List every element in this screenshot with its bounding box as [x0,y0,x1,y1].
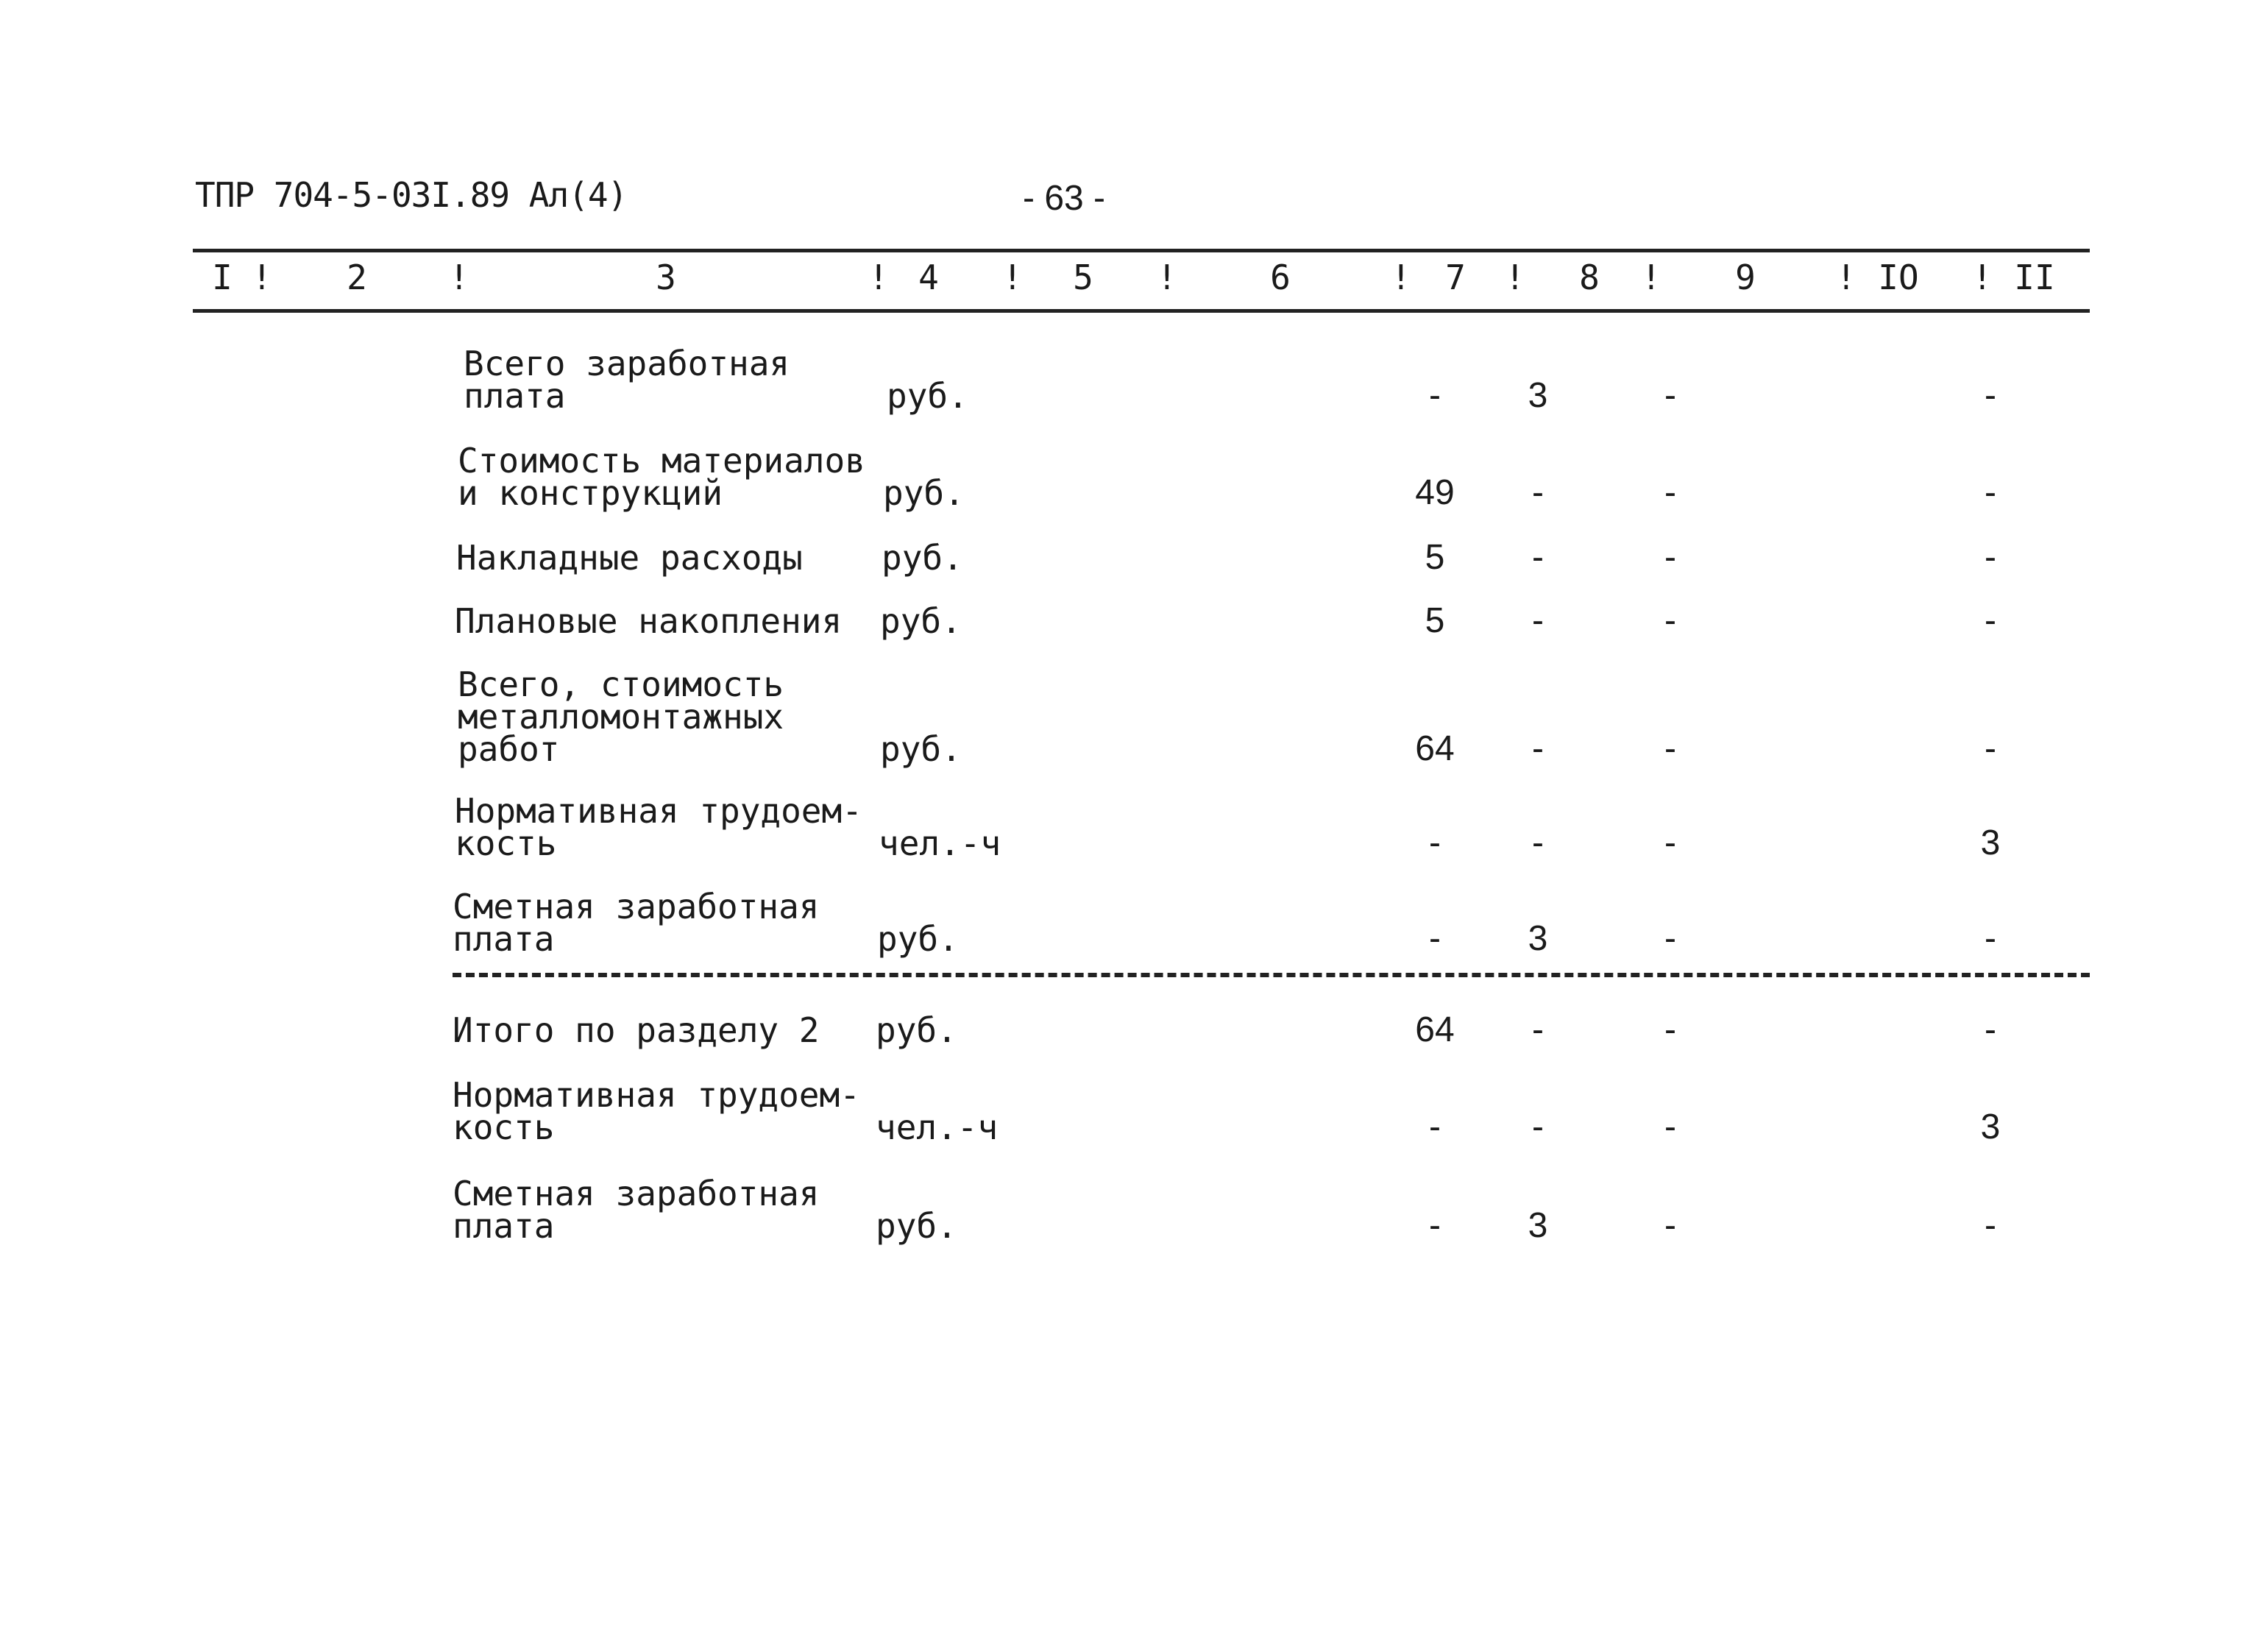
cell-col9: - [1664,729,1676,768]
column-header-2: 2 [347,258,367,297]
column-separator: ! [1505,258,1525,297]
cell-col8: - [1532,1010,1544,1049]
column-header-11: II [2014,258,2055,297]
table-header-bottom-rule [193,309,2090,313]
cell-col8: 3 [1528,376,1548,415]
cell-col11: - [1985,601,1996,640]
row-name: Стоимость материалов и конструкций [458,441,865,513]
column-header-7: 7 [1445,258,1466,297]
cell-col9: - [1664,919,1676,958]
row-unit: руб. [877,919,959,959]
row-unit: чел.-ч [879,823,1001,863]
cell-col9: - [1664,823,1676,862]
row-unit: чел.-ч [876,1107,999,1147]
row-name: Сметная заработная плата [453,887,820,959]
cell-col9: - [1664,376,1676,415]
row-name: Нормативная трудоем- кость [455,791,862,863]
row-unit: руб. [887,376,968,416]
row-name: Сметная заработная плата [453,1174,820,1246]
cell-col9: - [1664,1010,1676,1049]
column-separator: ! [1157,258,1177,297]
table-header-row [0,258,2259,302]
cell-col8: - [1532,538,1544,577]
cell-col8: - [1532,1107,1544,1146]
column-separator: ! [1002,258,1023,297]
row-unit: руб. [883,473,965,513]
row-name: Всего, стоимость металломонтажных работ [458,664,784,769]
cell-col11: - [1985,538,1996,577]
row-unit: руб. [880,601,962,641]
cell-col8: - [1532,473,1544,512]
column-separator: ! [1641,258,1662,297]
cell-col7: 5 [1425,538,1445,577]
cell-col11: - [1985,1206,1996,1245]
row-name: Всего заработная плата [464,344,790,416]
cell-col8: - [1532,601,1544,640]
cell-col9: - [1664,601,1676,640]
column-header-10: IO [1878,258,1919,297]
cell-col11: - [1985,1010,1996,1049]
page-number: - 63 - [1023,179,1106,218]
cell-col9: - [1664,1206,1676,1245]
cell-col11: - [1985,376,1996,415]
column-header-4: 4 [918,258,939,297]
column-header-9: 9 [1735,258,1756,297]
row-unit: руб. [876,1206,957,1246]
column-header-1: I [212,258,233,297]
cell-col7: - [1429,1206,1441,1245]
row-name: Плановые накопления [455,601,843,641]
cell-col9: - [1664,1107,1676,1146]
cell-col11: 3 [1980,823,2001,862]
row-unit: руб. [880,729,962,769]
section-divider-rule [453,973,2090,977]
cell-col7: 49 [1415,473,1455,512]
document-code: ТПР 704-5-03I.89 Ал(4) [195,175,628,215]
cell-col9: - [1664,538,1676,577]
cell-col7: - [1429,376,1441,415]
cell-col11: - [1985,919,1996,958]
cell-col11: 3 [1980,1107,2001,1146]
column-header-6: 6 [1270,258,1291,297]
cell-col9: - [1664,473,1676,512]
column-separator: ! [1836,258,1857,297]
cell-col8: 3 [1528,1206,1548,1245]
cell-col11: - [1985,473,1996,512]
row-name: Нормативная трудоем- кость [453,1075,860,1147]
column-separator: ! [449,258,469,297]
column-header-5: 5 [1073,258,1093,297]
cell-col8: 3 [1528,919,1548,958]
column-separator: ! [1391,258,1411,297]
cell-col8: - [1532,729,1544,768]
cell-col7: - [1429,1107,1441,1146]
table-top-rule [193,249,2090,252]
row-unit: руб. [876,1010,957,1050]
column-header-3: 3 [656,258,676,297]
cell-col7: 64 [1415,1010,1455,1049]
column-separator: ! [1972,258,1993,297]
cell-col7: 64 [1415,729,1455,768]
cell-col11: - [1985,729,1996,768]
cell-col7: 5 [1425,601,1445,640]
cell-col8: - [1532,823,1544,862]
row-name: Итого по разделу 2 [453,1010,820,1050]
column-header-8: 8 [1579,258,1600,297]
column-separator: ! [252,258,272,297]
row-unit: руб. [882,538,963,578]
column-separator: ! [868,258,889,297]
cell-col7: - [1429,823,1441,862]
cell-col7: - [1429,919,1441,958]
row-name: Накладные расходы [456,538,803,578]
